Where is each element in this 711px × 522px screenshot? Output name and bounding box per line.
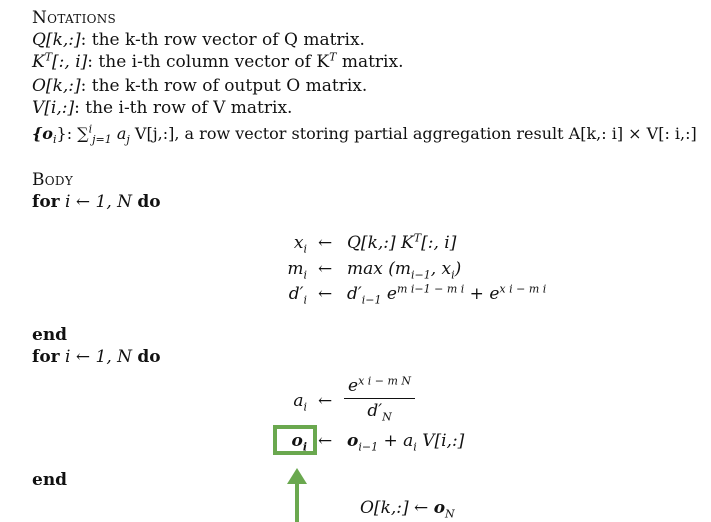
notation-kt-symbol: K bbox=[32, 52, 45, 72]
equation-oi-arrow: ← bbox=[318, 431, 333, 451]
equation-final bbox=[360, 497, 455, 519]
notation-kt-desc: : the i-th column vector of K bbox=[87, 52, 330, 72]
notation-kt bbox=[32, 52, 403, 72]
loop2-do-keyword: do bbox=[137, 347, 161, 367]
notation-oi-sum-sup: i bbox=[88, 122, 93, 136]
equation-oi-rhs: $o_{i-1} + a_i$ V[i,:] bbox=[347, 431, 465, 454]
notation-v-desc: : the i-th row of V matrix. bbox=[74, 98, 293, 118]
notation-oi-desc: V[j,:], a row vector storing partial aggregation result A[k,: i] × V[: i,:] bbox=[129, 124, 697, 143]
equation-di-rhs: $d'_{i-1}$ $e^{m i-1 - m i} + e^{x i - m i}$ bbox=[347, 282, 547, 307]
notation-oi-sum-body-sub: j bbox=[126, 133, 130, 147]
loop1-range: i ← 1, N bbox=[59, 192, 138, 212]
loop1-for-keyword: for bbox=[32, 192, 60, 212]
equation-di-arrow: ← bbox=[318, 284, 333, 304]
notation-kt-sup: T bbox=[44, 50, 53, 64]
loop2-for-keyword: for bbox=[32, 347, 60, 367]
notation-v-symbol: V[i,:] bbox=[32, 98, 75, 118]
equation-final-arrow: ← bbox=[408, 498, 434, 518]
equation-mi-rhs: $\max (m_{i-1}$, $x_i$) bbox=[347, 259, 462, 282]
notation-oi-sum-sub: j=1 bbox=[92, 133, 112, 147]
notation-q-symbol: Q[k,:] bbox=[32, 30, 81, 50]
notation-oi-sum-body: a bbox=[111, 124, 127, 143]
equation-final-rhs-sub: N bbox=[445, 507, 455, 521]
equation-ai-numerator: $e^{x i - m N}$ bbox=[348, 374, 412, 396]
body-heading: Body bbox=[32, 170, 74, 190]
equation-xi-rhs: Q[k,:] $K^T$[:, i] bbox=[347, 231, 457, 253]
up-arrow-shaft bbox=[295, 482, 299, 522]
equation-oi-lhs: $o_i$ bbox=[291, 431, 307, 454]
equation-mi-arrow: ← bbox=[318, 259, 333, 279]
notation-oi-symbol-end: } bbox=[56, 124, 67, 143]
notation-oi-symbol: {o bbox=[32, 124, 53, 143]
equation-xi-arrow: ← bbox=[318, 233, 333, 253]
notation-o bbox=[32, 76, 367, 96]
notation-v bbox=[32, 98, 292, 118]
equation-xi-lhs: $x_i$ bbox=[293, 233, 307, 256]
notation-o-symbol: O[k,:] bbox=[32, 76, 81, 96]
loop1-do-keyword: do bbox=[137, 192, 161, 212]
notations-heading: Notations bbox=[32, 8, 117, 28]
notation-kt-index: [:, i] bbox=[52, 52, 88, 72]
notation-oi-sub: i bbox=[52, 133, 57, 147]
notation-oi-sum: : ∑ bbox=[66, 124, 89, 143]
loop1-end-keyword: end bbox=[32, 325, 68, 345]
equation-final-lhs: O[k,:] bbox=[360, 498, 409, 518]
notation-kt-desc-end: matrix. bbox=[336, 52, 404, 72]
notation-oi bbox=[32, 122, 697, 147]
equation-final-rhs: o bbox=[433, 498, 446, 518]
notation-kt-desc-sup: T bbox=[329, 50, 337, 64]
equation-ai-fraction bbox=[344, 374, 415, 424]
loop2-header bbox=[32, 347, 161, 367]
equation-ai-lhs: $a_i$ bbox=[293, 391, 307, 414]
notation-q-desc: : the k-th row vector of Q matrix. bbox=[80, 30, 365, 50]
highlight-box bbox=[273, 425, 317, 455]
loop2-range: i ← 1, N bbox=[59, 347, 138, 367]
equation-ai-denominator: $d'_N$ bbox=[367, 401, 392, 424]
fraction-bar bbox=[344, 398, 415, 399]
notation-o-desc: : the k-th row of output O matrix. bbox=[80, 76, 368, 96]
loop2-end-keyword: end bbox=[32, 470, 68, 490]
equation-ai-arrow: ← bbox=[318, 391, 333, 411]
equation-mi-lhs: $m_i$ bbox=[287, 259, 307, 282]
loop1-header bbox=[32, 192, 161, 212]
notation-q bbox=[32, 30, 365, 50]
equation-di-lhs: $d'_i$ bbox=[288, 284, 307, 307]
